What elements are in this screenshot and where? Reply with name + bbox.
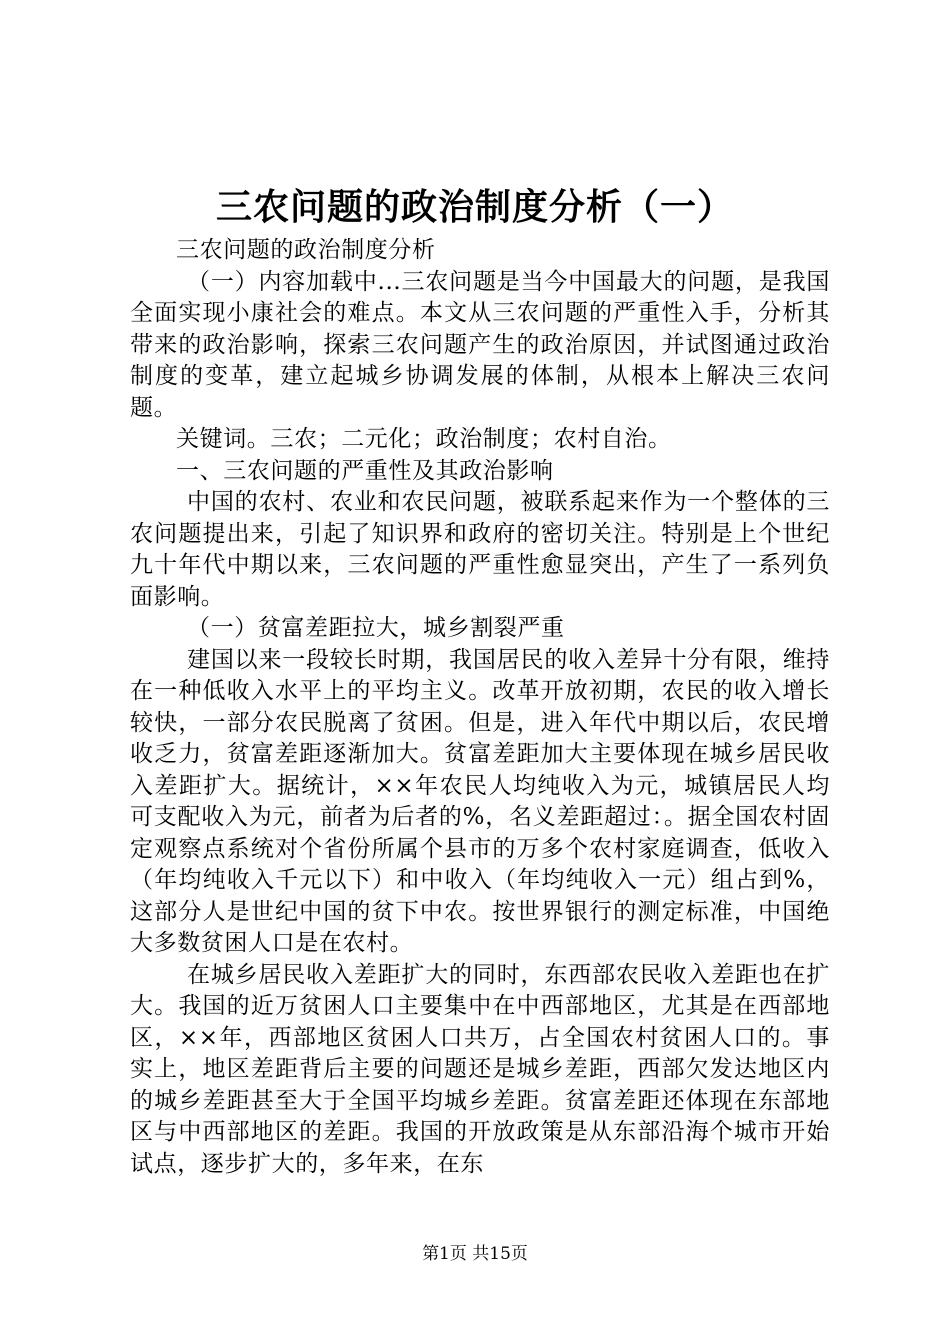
document-title: 三农问题的政治制度分析（一） [215, 186, 734, 228]
document-body [130, 235, 830, 1180]
paragraph-subtitle: 三农问题的政治制度分析 [176, 237, 436, 263]
paragraph-body-1: 建国以来一段较长时期，我国居民的收入差异十分有限，维持在一种低收入水平上的平均主义。改革开放初期，农民的收入增长较快，一部分农民脱离了贫困。但是，进入年代中期以后，农民增收乏力，贫富差距逐渐加大。贫富差距加大主要体现在城乡居民收入差距扩大。据统计，××年农民人均纯收入为元，城镇居民人均可支配收入为元，前者为后者的%，名义差距超过：。据全国农村固定观察点系统对个省份所属个县市的万多个农村家庭调查，低收入（年均纯收入千元以下）和中收入（年均纯收入一元）组占到%，这部分人是世纪中国的贫下中农。按世界银行的测定标准，中国绝大多数贫困人口是在农村。 [130, 646, 830, 956]
paragraph-abstract: （一）内容加载中...三农问题是当今中国最大的问题，是我国全面实现小康社会的难点。本文从三农问题的严重性入手，分析其带来的政治影响，探索三农问题产生的政治原因，并试图通过政治制度的变革，建立起城乡协调发展的体制，从根本上解决三农问题。 [130, 268, 830, 421]
page-number-footer: 第1页 共15页 [422, 1244, 528, 1264]
paragraph-intro: 中国的农村、农业和农民问题，被联系起来作为一个整体的三农问题提出来，引起了知识界和政府的密切关注。特别是上个世纪九十年代中期以来，三农问题的严重性愈显突出，产生了一系列负面影响。 [130, 489, 830, 610]
paragraph-keywords: 关键词。三农；二元化；政治制度；农村自治。 [176, 426, 672, 452]
section-heading-1: 一、三农问题的严重性及其政治影响 [176, 457, 554, 484]
subsection-heading-1: （一）贫富差距拉大，城乡割裂严重 [187, 615, 565, 641]
paragraph-body-2: 在城乡居民收入差距扩大的同时，东西部农民收入差距也在扩大。我国的近万贫困人口主要集中在中西部地区，尤其是在西部地区，××年，西部地区贫困人口共万，占全国农村贫困人口的。事实上，地区差距背后主要的问题还是城乡差距，西部欠发达地区内的城乡差距甚至大于全国平均城乡差距。贫富差距还体现在东部地区与中西部地区的差距。我国的开放政策是从东部沿海个城市开始试点，逐步扩大的，多年来，在东 [130, 961, 830, 1177]
